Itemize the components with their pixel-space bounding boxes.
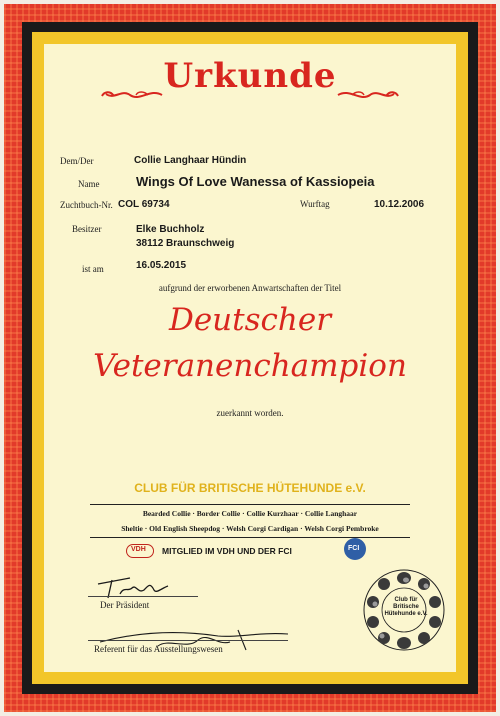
label-name: Name xyxy=(78,179,100,189)
certificate-paper xyxy=(44,44,456,672)
award-title-line1: Deutscher xyxy=(168,302,332,338)
value-date: 16.05.2015 xyxy=(136,260,187,271)
label-dem-der: Dem/Der xyxy=(60,156,94,166)
value-wurftag: 10.12.2006 xyxy=(374,199,425,210)
value-dog-name: Wings Of Love Wanessa of Kassiopeia xyxy=(136,174,375,189)
reason-text: aufgrund der erworbenen Anwartschaften der Titel xyxy=(158,283,342,293)
breeds-line-1: Bearded Collie · Border Collie · Collie Kurzhaar · Collie Langhaar xyxy=(142,509,358,518)
value-zuchtbuch-nr: COL 69734 xyxy=(118,199,170,210)
membership-text: MITGLIED IM VDH UND DER FCI xyxy=(162,546,292,556)
referent-signature-line xyxy=(88,640,288,641)
president-role: Der Präsident xyxy=(100,600,150,610)
fci-logo-text: FCI xyxy=(348,545,360,552)
flourish-left-icon xyxy=(100,86,164,104)
president-signature-icon xyxy=(90,572,190,602)
vdh-logo-text: VDH xyxy=(131,546,146,553)
awarded-text: zuerkannt worden. xyxy=(216,408,284,418)
referent-role: Referent für das Ausstellungswesen xyxy=(94,644,223,654)
flourish-right-icon xyxy=(336,86,400,104)
breeds-line-2: Sheltie · Old English Sheepdog · Welsh Corgi Cardigan · Welsh Corgi Pembroke xyxy=(121,524,379,533)
value-owner-name: Elke Buchholz xyxy=(136,224,205,235)
breeds-box xyxy=(90,504,410,538)
value-breed: Collie Langhaar Hündin xyxy=(134,155,247,166)
label-ist-am: ist am xyxy=(82,264,104,274)
president-signature-line xyxy=(88,596,198,597)
label-zuchtbuch: Zuchtbuch-Nr. xyxy=(60,200,113,210)
label-wurftag: Wurftag xyxy=(300,199,330,209)
certificate-title: Urkunde xyxy=(163,56,337,96)
value-owner-city: 38112 Braunschweig xyxy=(136,238,235,249)
label-besitzer: Besitzer xyxy=(72,224,102,234)
award-title-line2: Veteranenchampion xyxy=(93,348,407,384)
club-name: CLUB FÜR BRITISCHE HÜTEHUNDE e.V. xyxy=(134,481,366,495)
club-logo-text: Club für Britische Hütehunde e.V. xyxy=(384,597,428,617)
